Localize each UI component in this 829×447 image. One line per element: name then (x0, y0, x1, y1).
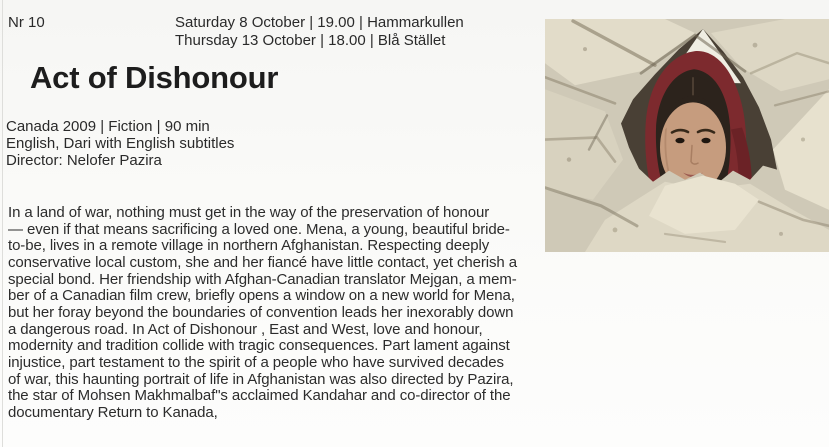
synopsis-line: the star of Mohsen Makhmalbaf"s acclaimed Kandahar and co-director of the (8, 387, 511, 405)
synopsis-line: In a land of war, nothing must get in the way of the preservation of honour (8, 204, 490, 221)
film-details (6, 118, 234, 170)
synopsis-line: documentary Return to Kanada, (8, 403, 218, 421)
detail-country-genre-runtime: Canada 2009 | Fiction | 90 min (6, 118, 210, 135)
screening-line-1: Saturday 8 October | 19.00 | Hammarkullen (175, 14, 464, 31)
page-edge-line (2, 0, 3, 447)
screening-schedule (175, 14, 464, 50)
detail-language: English, Dari with English subtitles (6, 135, 235, 153)
synopsis-line: ber of a Canadian film crew, briefly opens a window on a new world for Mena, (8, 287, 515, 305)
synopsis-line: to-be, lives in a remote village in northern Afghanistan. Respecting deeply (8, 237, 490, 255)
synopsis-line: of war, this haunting portrait of life in Afghanistan was also directed by Pazira, (8, 370, 514, 388)
synopsis-line: injustice, part testament to the spirit of a people who have survived decades (8, 353, 504, 371)
film-title: Act of Dishonour (30, 60, 279, 95)
synopsis-line: special bond. Her friendship with Afghan-Canadian translator Mejgan, a mem- (8, 270, 517, 288)
synopsis-line: conservative local custom, she and her fiancé have little contact, yet cherish a (8, 253, 517, 271)
synopsis-line: modernity and tradition collide with tragic consequences. Part lament against (8, 337, 510, 355)
film-still-image (545, 19, 829, 252)
film-number: Nr 10 (8, 14, 45, 31)
detail-director: Director: Nelofer Pazira (6, 152, 162, 170)
synopsis-paragraph (8, 205, 517, 422)
screening-line-2: Thursday 13 October | 18.00 | Blå Stället (175, 32, 446, 49)
synopsis-line: — even if that means sacrificing a loved one. Mena, a young, beautiful bride- (8, 220, 510, 238)
synopsis-line: but her foray beyond the boundaries of convention leads her inexorably down (8, 303, 514, 321)
film-still-woman-through-wall-opening (545, 19, 829, 252)
synopsis-line: a dangerous road. In Act of Dishonour , East and West, love and honour, (8, 320, 483, 338)
